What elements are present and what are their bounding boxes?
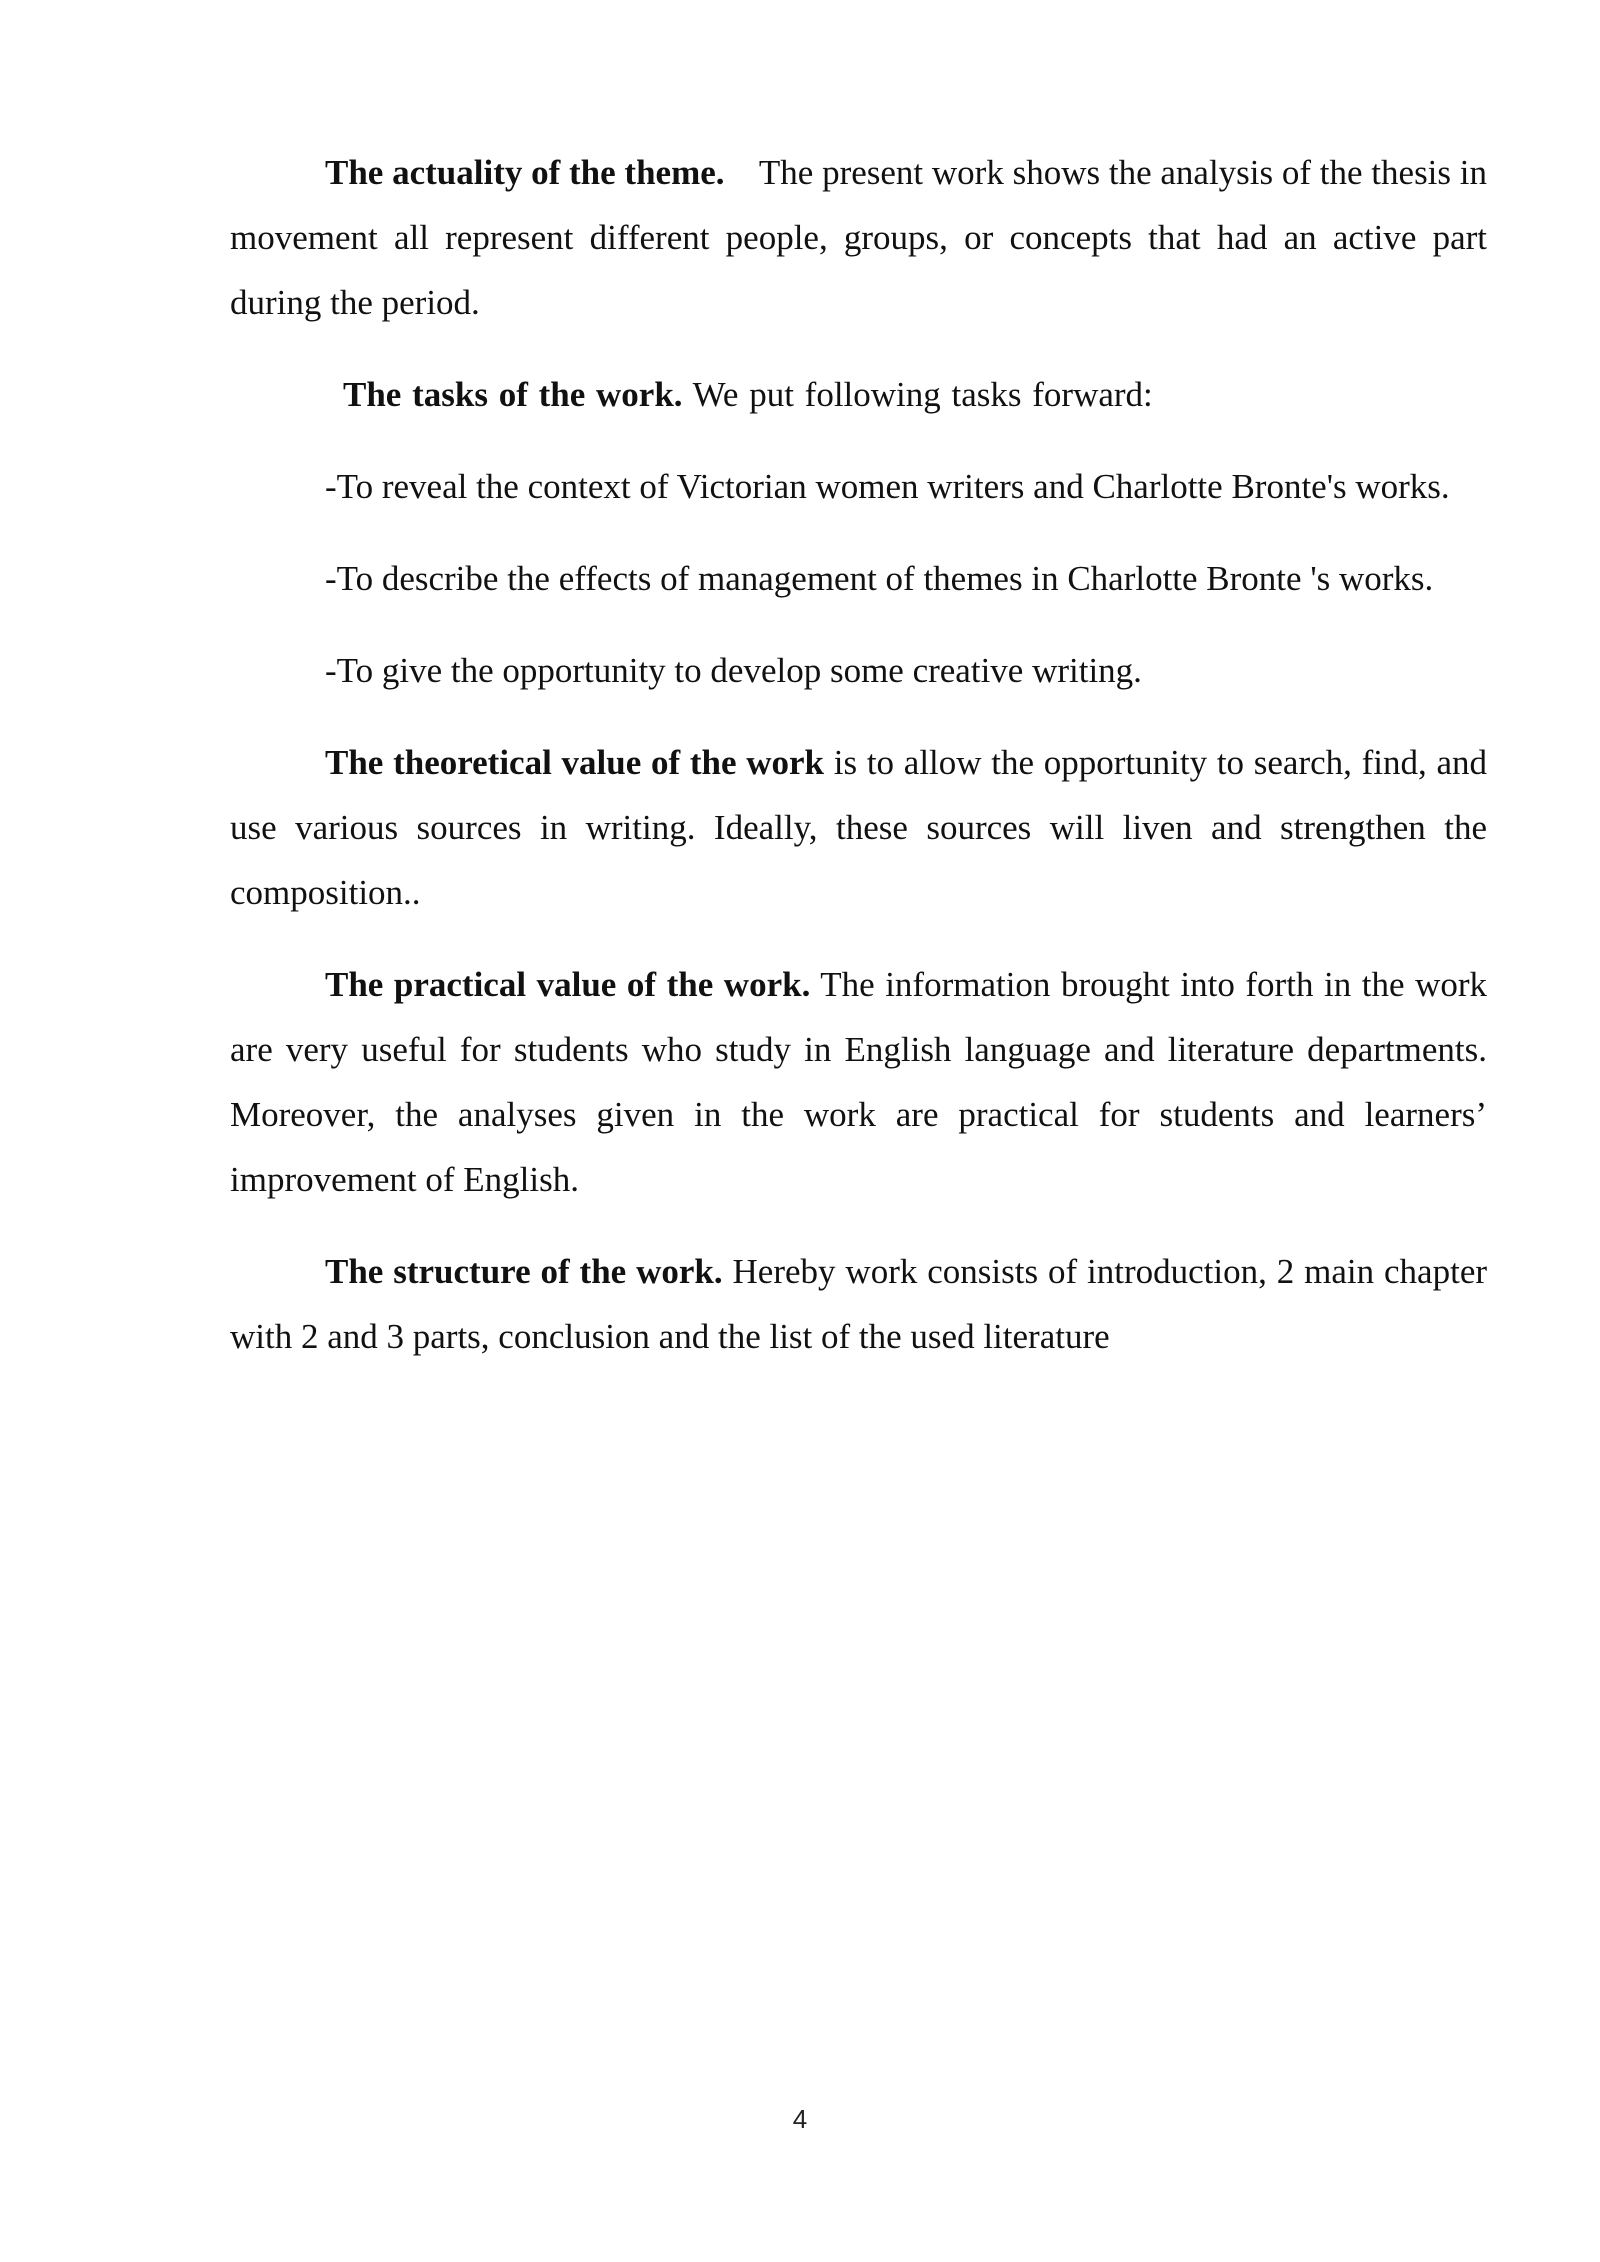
text-tasks: We put following tasks forward: (692, 375, 1153, 414)
heading-tasks: The tasks of the work. (343, 375, 683, 414)
heading-theoretical: The theoretical value of the work (325, 743, 825, 782)
text-practical: The information brought into forth in the work are very useful for students who study in English language and literature departments. Moreover, the analyses given in the work are practical for students and learners’ improvement of English. (230, 965, 1487, 1199)
heading-structure: The structure of the work. (325, 1252, 723, 1291)
heading-actuality: The actuality of the theme. (325, 153, 725, 192)
task-item-1: -To reveal the context of Victorian women writers and Charlotte Bronte's works. (325, 467, 1450, 506)
task-item-3: -To give the opportunity to develop some creative writing. (325, 651, 1142, 690)
paragraph-structure (230, 1239, 1487, 1369)
text-structure: Hereby work consists of introduction, 2 main chapter with 2 and 3 parts, conclusion and the list of the used literature (230, 1252, 1488, 1356)
page-body (230, 140, 1487, 1396)
paragraph-actuality (230, 140, 1487, 335)
paragraph-theoretical (230, 730, 1487, 925)
heading-practical: The practical value of the work. (325, 965, 811, 1004)
page-number: 4 (792, 2104, 808, 2134)
paragraph-practical (230, 952, 1487, 1212)
text-actuality: The present work shows the analysis of the thesis in movement all represent different people, groups, or concepts that had an active part during the period. (230, 153, 1488, 322)
text-theoretical: is to allow the opportunity to search, find, and use various sources in writing. Ideally, these sources will liven and strengthen the composition.. (230, 743, 1488, 912)
paragraph-tasks (230, 362, 1487, 427)
task-item-2: -To describe the effects of management of themes in Charlotte Bronte 's works. (325, 559, 1434, 598)
